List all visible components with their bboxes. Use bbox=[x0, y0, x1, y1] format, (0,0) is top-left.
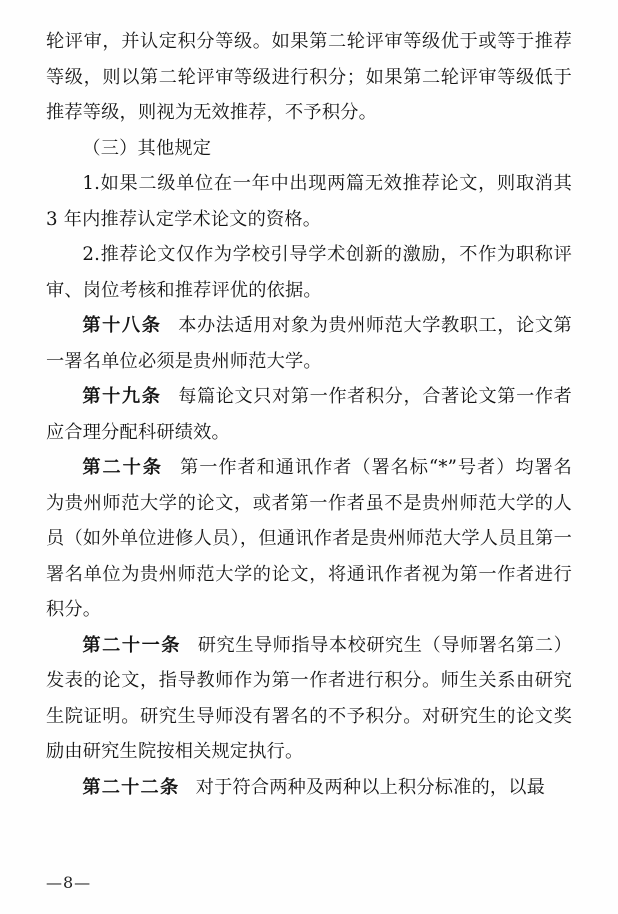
list-item-1 bbox=[46, 166, 572, 237]
article-text: 每篇论文只对第一作者积分，合著论文第一作者应合理分配科研绩效。 bbox=[46, 386, 572, 443]
article-text: 研究生导师指导本校研究生（导师署名第二）发表的论文，指导教师作为第一作者进行积分。师生关系由研究生院证明。研究生导师没有署名的不予积分。对研究生的论文奖励由研究生院按相关规定执行。 bbox=[46, 634, 572, 762]
article-22 bbox=[46, 770, 572, 806]
document-body bbox=[46, 24, 572, 805]
article-text: 第一作者和通讯作者（署名标“*”号者）均署名为贵州师范大学的论文，或者第一作者虽不是贵州师范大学的人员（如外单位进修人员），但通讯作者是贵州师范大学人员且第一署名单位为贵州师范大学的论文，将通讯作者视为第一作者进行积分。 bbox=[46, 457, 572, 620]
article-text: 本办法适用对象为贵州师范大学教职工，论文第一署名单位必须是贵州师范大学。 bbox=[46, 315, 572, 372]
article-text: 对于符合两种及两种以上积分标准的，以最 bbox=[195, 776, 546, 798]
paragraph-text: 轮评审，并认定积分等级。如果第二轮评审等级优于或等于推荐等级，则以第二轮评审等级进行积分；如果第二轮评审等级低于推荐等级，则视为无效推荐，不予积分。 bbox=[46, 31, 572, 123]
subheading-other-rules bbox=[46, 131, 572, 167]
page-number: —8— bbox=[46, 873, 92, 892]
list-item-2 bbox=[46, 237, 572, 308]
article-heading: 第二十一条 bbox=[82, 634, 182, 656]
paragraph-continuation bbox=[46, 24, 572, 131]
article-21 bbox=[46, 628, 572, 770]
article-heading: 第二十条 bbox=[82, 457, 163, 478]
list-item-text: 1.如果二级单位在一年中出现两篇无效推荐论文，则取消其 3 年内推荐认定学术论文的资格。 bbox=[46, 173, 572, 230]
subheading-text: （三）其他规定 bbox=[82, 137, 212, 159]
article-18 bbox=[46, 308, 572, 379]
article-19 bbox=[46, 379, 572, 450]
list-item-text: 2.推荐论文仅作为学校引导学术创新的激励，不作为职称评审、岗位考核和推荐评优的依据。 bbox=[46, 244, 572, 301]
article-heading: 第十八条 bbox=[82, 315, 162, 336]
article-20 bbox=[46, 450, 572, 628]
article-heading: 第十九条 bbox=[82, 386, 162, 407]
article-heading: 第二十二条 bbox=[82, 776, 180, 798]
